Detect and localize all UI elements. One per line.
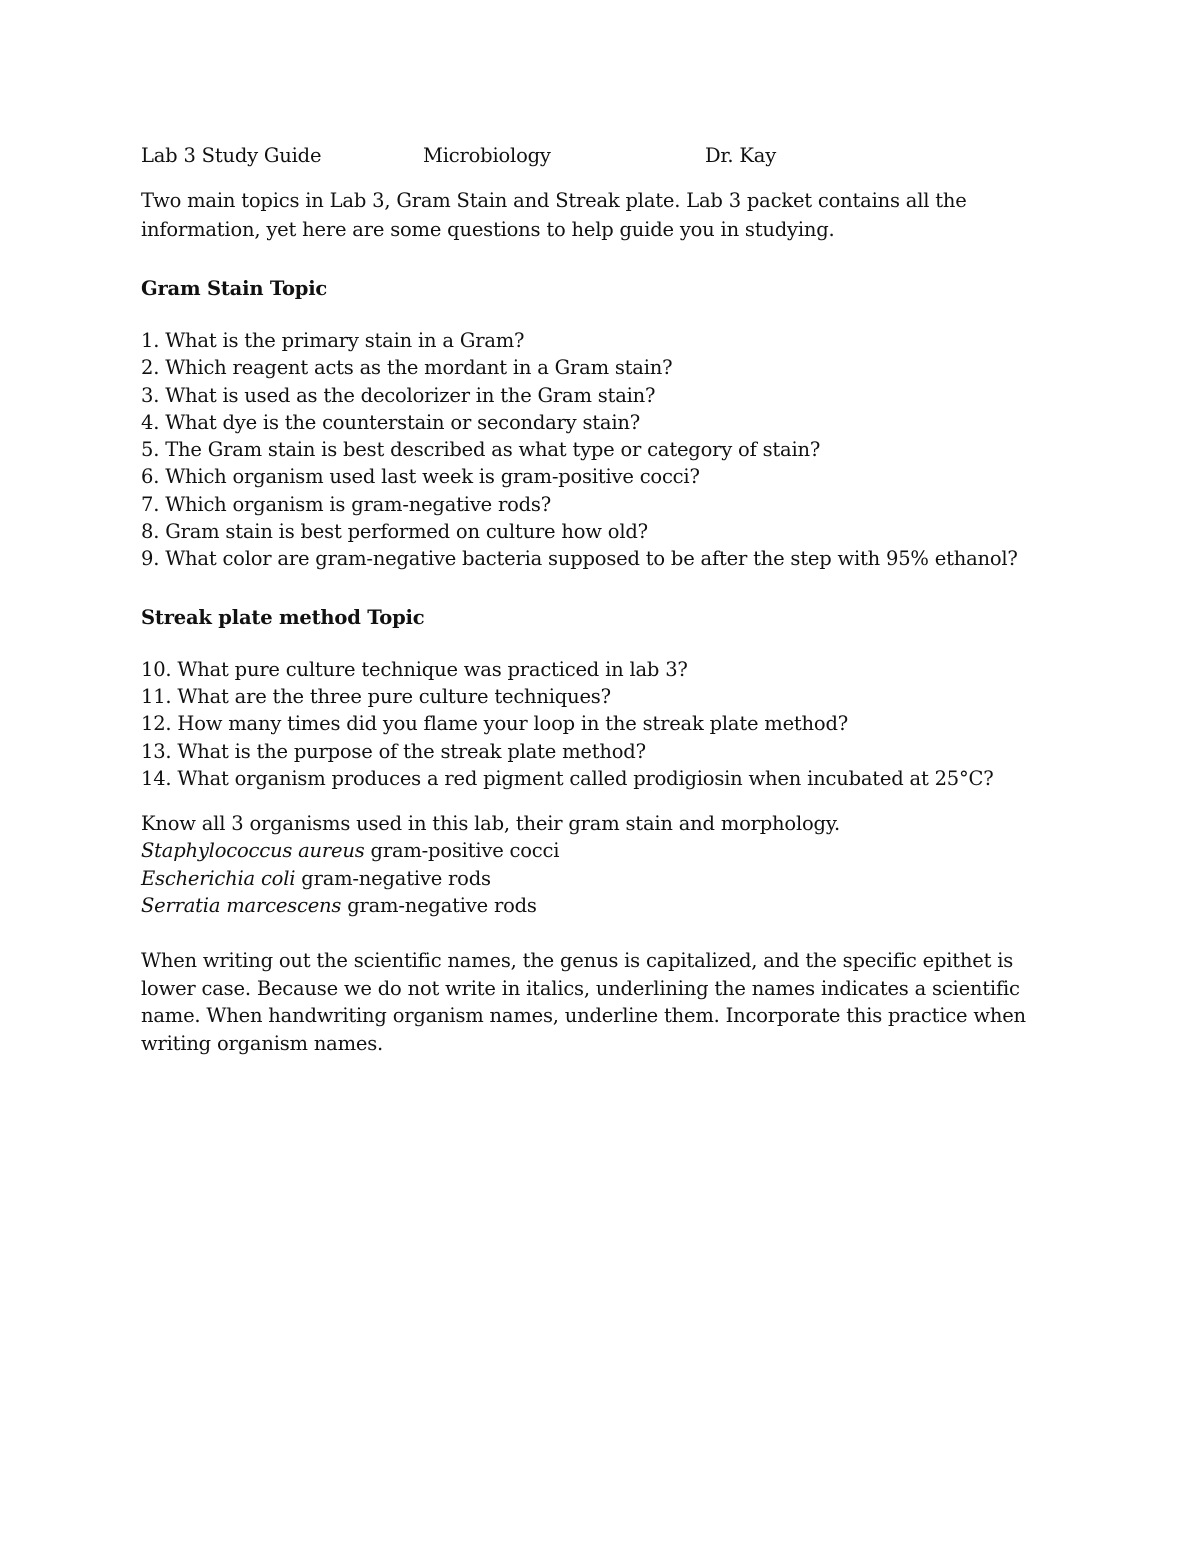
closing-paragraph: When writing out the scientific names, the genus is capitalized, and the specific epithet is lower case. Because we do not write in italics, underlining the names indicates a scientific name. When handwriting organism names, underline them. Incorporate this practice when writing organism names. (141, 949, 1026, 1055)
question-item: 8. Gram stain is best performed on culture how old? (141, 520, 648, 544)
organism-item (141, 865, 1061, 892)
organism-description: gram-positive cocci (364, 839, 560, 863)
question-item: 7. Which organism is gram-negative rods? (141, 492, 551, 516)
gram-stain-heading: Gram Stain Topic (141, 277, 328, 300)
streak-plate-question-list (141, 656, 1061, 792)
streak-plate-heading: Streak plate method Topic (141, 605, 425, 629)
question-item: 1. What is the primary stain in a Gram? (141, 329, 525, 352)
question-item: 9. What color are gram-negative bacteria supposed to be after the step with 95% ethanol? (141, 547, 1018, 571)
organism-list (141, 837, 1061, 919)
organism-description: gram-negative rods (341, 894, 537, 918)
organism-item (141, 837, 1061, 864)
organism-scientific-name: Serratia marcescens (141, 894, 342, 918)
question-item: 4. What dye is the counterstain or secondary stain? (141, 410, 641, 434)
organism-scientific-name: Escherichia coli (141, 866, 296, 890)
organism-item (141, 892, 1061, 919)
question-item: 11. What are the three pure culture techniques? (141, 684, 611, 708)
gram-stain-question-list (141, 327, 1061, 573)
course-name: Microbiology (423, 144, 551, 167)
instructor-name: Dr. Kay (705, 144, 777, 167)
question-item: 2. Which reagent acts as the mordant in a Gram stain? (141, 356, 673, 380)
question-item: 13. What is the purpose of the streak plate method? (141, 739, 646, 763)
question-item: 6. Which organism used last week is gram-positive cocci? (141, 465, 700, 489)
document-page (141, 140, 1061, 1057)
intro-paragraph: Two main topics in Lab 3, Gram Stain and Streak plate. Lab 3 packet contains all the information, yet here are some questions to help guide you in studying. (141, 189, 967, 241)
question-item: 10. What pure culture technique was practiced in lab 3? (141, 657, 688, 681)
header-row (141, 140, 1061, 172)
question-item: 3. What is used as the decolorizer in the Gram stain? (141, 383, 656, 407)
document-title: Lab 3 Study Guide (141, 144, 322, 167)
question-item: 12. How many times did you flame your loop in the streak plate method? (141, 712, 848, 736)
question-item: 5. The Gram stain is best described as what type or category of stain? (141, 438, 821, 462)
question-item: 14. What organism produces a red pigment called prodigiosin when incubated at 25°C? (141, 766, 994, 790)
organism-description: gram-negative rods (295, 866, 491, 890)
organism-scientific-name: Staphylococcus aureus (141, 839, 365, 863)
organisms-intro: Know all 3 organisms used in this lab, their gram stain and morphology. (141, 812, 841, 836)
